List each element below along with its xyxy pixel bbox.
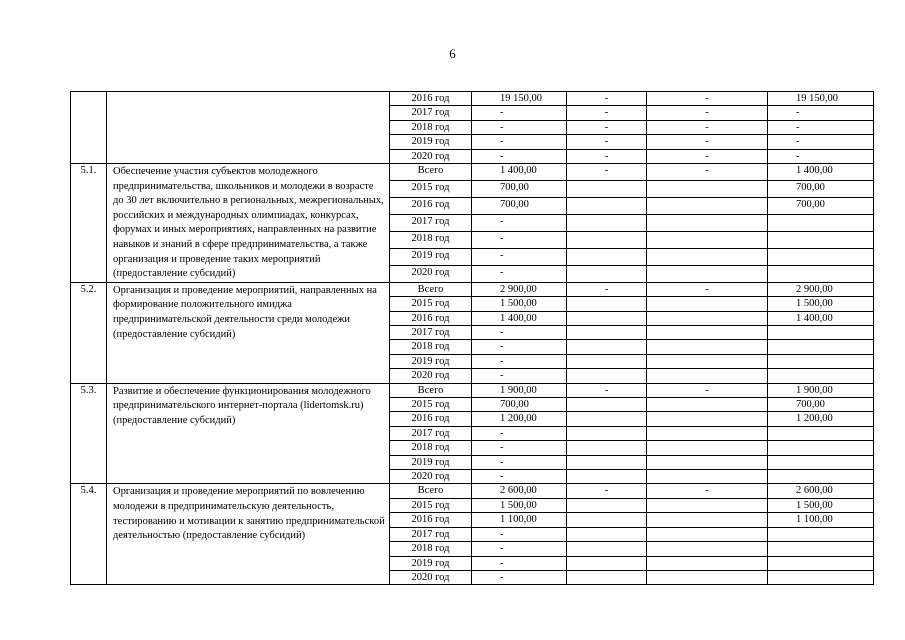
- year-cell: 2015 год: [390, 398, 472, 412]
- local-cell: [768, 248, 874, 265]
- regional-cell: -: [647, 135, 768, 149]
- federal-cell: [567, 527, 647, 541]
- total-cell: -: [472, 135, 567, 149]
- local-cell: [768, 556, 874, 570]
- regional-cell: [647, 556, 768, 570]
- total-cell: -: [472, 570, 567, 584]
- federal-cell: -: [567, 149, 647, 163]
- year-cell: 2020 год: [390, 369, 472, 383]
- total-cell: -: [472, 265, 567, 282]
- regional-cell: [647, 398, 768, 412]
- federal-cell: [567, 498, 647, 512]
- regional-cell: -: [647, 484, 768, 498]
- total-cell: -: [472, 556, 567, 570]
- year-cell: 2016 год: [390, 197, 472, 214]
- total-cell: -: [472, 326, 567, 340]
- local-cell: [768, 214, 874, 231]
- table-row: [71, 164, 874, 181]
- federal-cell: [567, 231, 647, 248]
- federal-cell: [567, 470, 647, 484]
- federal-cell: [567, 455, 647, 469]
- total-cell: -: [472, 354, 567, 368]
- total-cell: -: [472, 120, 567, 134]
- local-cell: [768, 455, 874, 469]
- item-description-cell: Организация и проведение мероприятий по вовлечению молодежи в предпринимательскую деятельность, тестированию и мотивации к занятию предпринимательской деятельностью (предоставление субсидий): [107, 484, 390, 585]
- total-cell: 700,00: [472, 180, 567, 197]
- federal-cell: [567, 214, 647, 231]
- year-cell: 2019 год: [390, 354, 472, 368]
- federal-cell: -: [567, 106, 647, 120]
- total-cell: 1 100,00: [472, 513, 567, 527]
- total-cell: 1 200,00: [472, 412, 567, 426]
- item-description-cell: Организация и проведение мероприятий, направленных на формирование положительного имиджа предпринимательской деятельности среди молодежи (предоставление субсидий): [107, 282, 390, 383]
- total-cell: -: [472, 149, 567, 163]
- regional-cell: -: [647, 383, 768, 397]
- regional-cell: -: [647, 120, 768, 134]
- federal-cell: [567, 340, 647, 354]
- regional-cell: [647, 180, 768, 197]
- local-cell: 1 900,00: [768, 383, 874, 397]
- regional-cell: [647, 214, 768, 231]
- year-cell: 2020 год: [390, 470, 472, 484]
- year-cell: Всего: [390, 383, 472, 397]
- regional-cell: -: [647, 92, 768, 106]
- local-cell: [768, 369, 874, 383]
- item-number-cell: 5.1.: [71, 164, 107, 283]
- table-row: [71, 484, 874, 498]
- federal-cell: [567, 248, 647, 265]
- federal-cell: [567, 180, 647, 197]
- local-cell: [768, 354, 874, 368]
- federal-cell: [567, 326, 647, 340]
- year-cell: 2017 год: [390, 214, 472, 231]
- total-cell: -: [472, 441, 567, 455]
- local-cell: 700,00: [768, 180, 874, 197]
- federal-cell: [567, 311, 647, 325]
- item-description-cell: Обеспечение участия субъектов молодежного предпринимательства, школьников и молодежи в возрасте до 30 лет включительно в региональных, межрегиональных, российских и международных олимпиадах, конкурсах, форумах и иных мероприятиях, направленных на развитие навыков и знаний в сфере предпринимательства, а также организация и проведение таких мероприятий (предоставление субсидий): [107, 164, 390, 283]
- regional-cell: [647, 527, 768, 541]
- local-cell: -: [768, 120, 874, 134]
- regional-cell: [647, 354, 768, 368]
- total-cell: 2 900,00: [472, 282, 567, 296]
- total-cell: -: [472, 340, 567, 354]
- table-row: [71, 282, 874, 296]
- year-cell: 2018 год: [390, 231, 472, 248]
- page-number: 6: [449, 46, 456, 61]
- regional-cell: [647, 412, 768, 426]
- regional-cell: [647, 369, 768, 383]
- year-cell: 2020 год: [390, 149, 472, 163]
- year-cell: 2019 год: [390, 135, 472, 149]
- total-cell: 1 900,00: [472, 383, 567, 397]
- year-cell: 2017 год: [390, 527, 472, 541]
- total-cell: -: [472, 542, 567, 556]
- year-cell: 2019 год: [390, 455, 472, 469]
- budget-table: [70, 91, 874, 585]
- item-number-cell: 5.2.: [71, 282, 107, 383]
- total-cell: 1 400,00: [472, 164, 567, 181]
- federal-cell: [567, 197, 647, 214]
- regional-cell: [647, 197, 768, 214]
- year-cell: 2018 год: [390, 542, 472, 556]
- year-cell: Всего: [390, 484, 472, 498]
- local-cell: 700,00: [768, 197, 874, 214]
- federal-cell: [567, 297, 647, 311]
- federal-cell: -: [567, 164, 647, 181]
- regional-cell: [647, 513, 768, 527]
- regional-cell: -: [647, 149, 768, 163]
- federal-cell: [567, 426, 647, 440]
- year-cell: 2016 год: [390, 92, 472, 106]
- local-cell: 2 600,00: [768, 484, 874, 498]
- total-cell: 1 500,00: [472, 498, 567, 512]
- federal-cell: -: [567, 383, 647, 397]
- year-cell: 2016 год: [390, 412, 472, 426]
- year-cell: 2018 год: [390, 120, 472, 134]
- federal-cell: -: [567, 135, 647, 149]
- year-cell: 2017 год: [390, 326, 472, 340]
- local-cell: [768, 426, 874, 440]
- local-cell: [768, 441, 874, 455]
- local-cell: 1 500,00: [768, 297, 874, 311]
- year-cell: Всего: [390, 164, 472, 181]
- regional-cell: [647, 311, 768, 325]
- local-cell: 1 100,00: [768, 513, 874, 527]
- year-cell: 2015 год: [390, 498, 472, 512]
- item-number-cell: 5.3.: [71, 383, 107, 484]
- year-cell: Всего: [390, 282, 472, 296]
- local-cell: 1 200,00: [768, 412, 874, 426]
- year-cell: 2020 год: [390, 570, 472, 584]
- total-cell: 1 400,00: [472, 311, 567, 325]
- regional-cell: [647, 570, 768, 584]
- year-cell: 2017 год: [390, 426, 472, 440]
- local-cell: [768, 527, 874, 541]
- regional-cell: [647, 265, 768, 282]
- federal-cell: [567, 354, 647, 368]
- year-cell: 2018 год: [390, 441, 472, 455]
- local-cell: [768, 326, 874, 340]
- local-cell: [768, 542, 874, 556]
- year-cell: 2019 год: [390, 248, 472, 265]
- total-cell: 700,00: [472, 398, 567, 412]
- regional-cell: [647, 542, 768, 556]
- federal-cell: -: [567, 120, 647, 134]
- federal-cell: [567, 542, 647, 556]
- federal-cell: [567, 412, 647, 426]
- local-cell: [768, 265, 874, 282]
- total-cell: -: [472, 248, 567, 265]
- regional-cell: [647, 340, 768, 354]
- federal-cell: [567, 265, 647, 282]
- total-cell: 19 150,00: [472, 92, 567, 106]
- regional-cell: [647, 470, 768, 484]
- local-cell: 19 150,00: [768, 92, 874, 106]
- year-cell: 2020 год: [390, 265, 472, 282]
- year-cell: 2016 год: [390, 513, 472, 527]
- local-cell: 1 400,00: [768, 311, 874, 325]
- item-number-cell: [71, 92, 107, 164]
- total-cell: 700,00: [472, 197, 567, 214]
- regional-cell: [647, 498, 768, 512]
- federal-cell: -: [567, 92, 647, 106]
- federal-cell: -: [567, 484, 647, 498]
- regional-cell: [647, 297, 768, 311]
- federal-cell: [567, 570, 647, 584]
- federal-cell: -: [567, 282, 647, 296]
- federal-cell: [567, 441, 647, 455]
- table-row: [71, 383, 874, 397]
- local-cell: 1 400,00: [768, 164, 874, 181]
- total-cell: -: [472, 106, 567, 120]
- item-description-cell: Развитие и обеспечение функционирования молодежного предпринимательского интернет-портала (lidertomsk.ru) (предоставление субсидий): [107, 383, 390, 484]
- total-cell: 1 500,00: [472, 297, 567, 311]
- federal-cell: [567, 369, 647, 383]
- local-cell: -: [768, 149, 874, 163]
- regional-cell: -: [647, 164, 768, 181]
- total-cell: -: [472, 369, 567, 383]
- total-cell: -: [472, 214, 567, 231]
- year-cell: 2019 год: [390, 556, 472, 570]
- total-cell: -: [472, 426, 567, 440]
- local-cell: 700,00: [768, 398, 874, 412]
- regional-cell: -: [647, 282, 768, 296]
- total-cell: -: [472, 455, 567, 469]
- year-cell: 2016 год: [390, 311, 472, 325]
- year-cell: 2015 год: [390, 180, 472, 197]
- federal-cell: [567, 513, 647, 527]
- total-cell: 2 600,00: [472, 484, 567, 498]
- year-cell: 2017 год: [390, 106, 472, 120]
- local-cell: [768, 231, 874, 248]
- local-cell: [768, 570, 874, 584]
- regional-cell: [647, 441, 768, 455]
- regional-cell: [647, 326, 768, 340]
- local-cell: [768, 470, 874, 484]
- regional-cell: [647, 231, 768, 248]
- total-cell: -: [472, 231, 567, 248]
- year-cell: 2018 год: [390, 340, 472, 354]
- item-number-cell: 5.4.: [71, 484, 107, 585]
- table-row: [71, 92, 874, 106]
- regional-cell: -: [647, 106, 768, 120]
- year-cell: 2015 год: [390, 297, 472, 311]
- local-cell: 2 900,00: [768, 282, 874, 296]
- regional-cell: [647, 248, 768, 265]
- federal-cell: [567, 556, 647, 570]
- total-cell: -: [472, 527, 567, 541]
- item-description-cell: [107, 92, 390, 164]
- local-cell: -: [768, 106, 874, 120]
- federal-cell: [567, 398, 647, 412]
- regional-cell: [647, 426, 768, 440]
- local-cell: -: [768, 135, 874, 149]
- regional-cell: [647, 455, 768, 469]
- total-cell: -: [472, 470, 567, 484]
- local-cell: 1 500,00: [768, 498, 874, 512]
- local-cell: [768, 340, 874, 354]
